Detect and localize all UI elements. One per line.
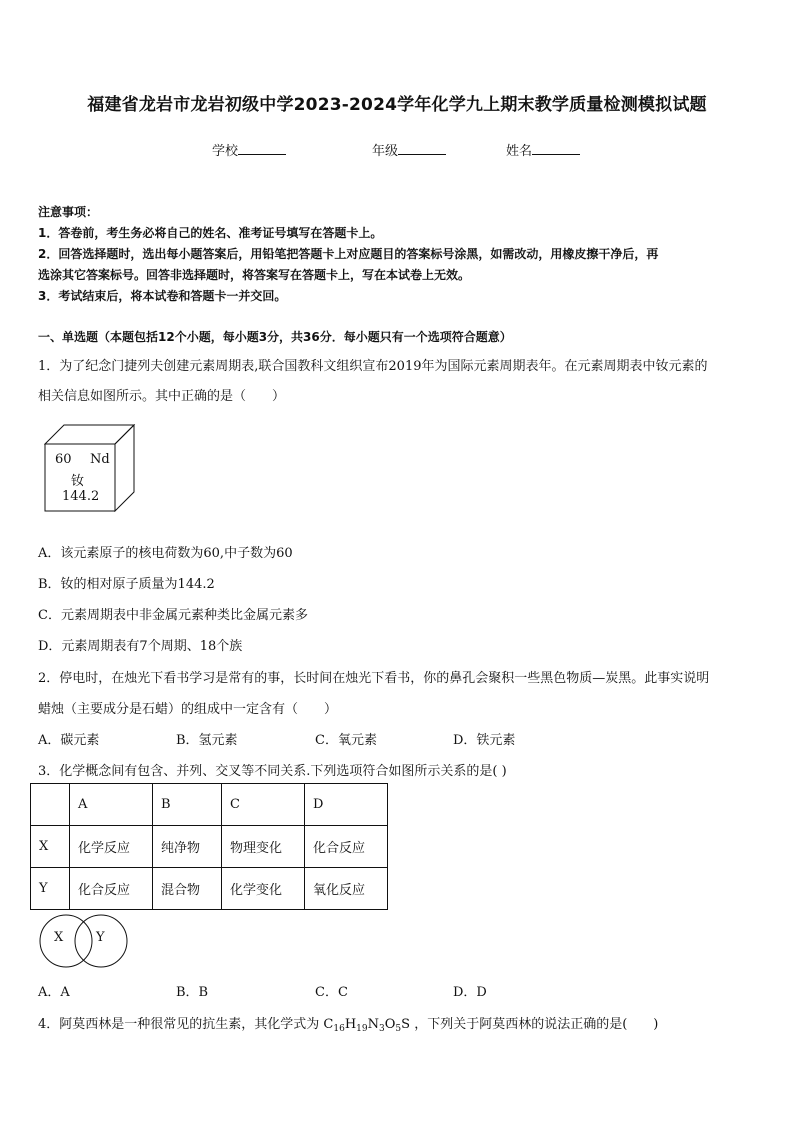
- notice-item: 1．答卷前，考生务必将自己的姓名、准考证号填写在答题卡上。: [38, 226, 383, 240]
- grade-field[interactable]: [372, 140, 446, 159]
- table-cell: B: [153, 784, 222, 826]
- q2-option-c[interactable]: C．氧元素: [315, 733, 377, 748]
- element-symbol: Nd: [90, 452, 110, 467]
- chemical-formula: $C_{16}H_{19}N_3O_5S$: [323, 1017, 411, 1034]
- table-cell: 纯净物: [153, 826, 222, 868]
- name-label: 姓名: [506, 144, 533, 159]
- table-cell: X: [31, 826, 70, 868]
- q4-suffix: ，下列关于阿莫西林的说法正确的是( ): [414, 1017, 659, 1032]
- q2-option-a[interactable]: A．碳元素: [38, 733, 100, 748]
- notice-heading: 注意事项：: [38, 205, 99, 219]
- school-field[interactable]: [212, 140, 286, 159]
- table-cell: 混合物: [153, 868, 222, 910]
- table-row: [31, 868, 388, 910]
- section-heading: 一、单选题（本题包括12个小题，每小题3分，共36分．每小题只有一个选项符合题意）: [38, 330, 512, 344]
- q2-option-b[interactable]: B．氢元素: [176, 733, 238, 748]
- q1-stem-cont: 相关信息如图所示。其中正确的是（ ）: [38, 389, 286, 404]
- table-cell: 物理变化: [222, 826, 305, 868]
- venn-diagram: [38, 913, 130, 969]
- table-row: [31, 826, 388, 868]
- q1-option-d[interactable]: D．元素周期表有7个周期、18个族: [38, 639, 243, 654]
- q1-option-a[interactable]: A．该元素原子的核电荷数为60,中子数为60: [38, 546, 293, 561]
- table-cell: 化学变化: [222, 868, 305, 910]
- q1-stem: 1．为了纪念门捷列夫创建元素周期表,联合国教科文组织宣布2019年为国际元素周期表年。在元素周期表中钕元素的: [38, 359, 708, 374]
- notice-item: 选涂其它答案标号。回答非选择题时，将答案写在答题卡上，写在本试卷上无效。: [38, 268, 471, 282]
- atomic-number: 60: [55, 452, 72, 467]
- notice-item: 3．考试结束后，将本试卷和答题卡一并交回。: [38, 289, 287, 303]
- table-cell: 化学反应: [70, 826, 153, 868]
- q3-option-b[interactable]: B．B: [176, 985, 209, 1000]
- table-cell: 氧化反应: [305, 868, 388, 910]
- q2-option-d[interactable]: D．铁元素: [453, 733, 516, 748]
- q1-option-c[interactable]: C．元素周期表中非金属元素种类比金属元素多: [38, 608, 308, 623]
- table-cell: A: [70, 784, 153, 826]
- atomic-mass: 144.2: [62, 489, 100, 504]
- q3-option-c[interactable]: C．C: [315, 985, 348, 1000]
- school-label: 学校: [212, 144, 239, 159]
- q3-option-d[interactable]: D．D: [453, 985, 487, 1000]
- table-row: [31, 784, 388, 826]
- element-name: 钕: [71, 474, 85, 489]
- table-cell: D: [305, 784, 388, 826]
- q2-stem: 2．停电时，在烛光下看书学习是常有的事，长时间在烛光下看书，你的鼻孔会聚积一些黑色物质—炭黑。此事实说明: [38, 671, 710, 686]
- venn-label-y: Y: [96, 930, 105, 945]
- q3-option-a[interactable]: A．A: [38, 985, 70, 1000]
- venn-label-x: X: [54, 930, 64, 945]
- page-title: 福建省龙岩市龙岩初级中学2023-2024学年化学九上期末教学质量检测模拟试题: [87, 95, 707, 115]
- q2-stem-cont: 蜡烛（主要成分是石蜡）的组成中一定含有（ ）: [38, 702, 338, 717]
- table-cell: Y: [31, 868, 70, 910]
- venn-circle-x: [40, 915, 92, 967]
- table-cell: [31, 784, 70, 826]
- q4-prefix: 4．阿莫西林是一种很常见的抗生素，其化学式为: [38, 1017, 320, 1032]
- grade-label: 年级: [372, 144, 399, 159]
- name-field[interactable]: [506, 140, 580, 159]
- table-cell: 化合反应: [305, 826, 388, 868]
- table-cell: 化合反应: [70, 868, 153, 910]
- q4-stem: [38, 1013, 658, 1034]
- q3-stem: 3．化学概念间有包含、并列、交叉等不同关系.下列选项符合如图所示关系的是( ): [38, 764, 507, 779]
- table-cell: C: [222, 784, 305, 826]
- q1-option-b[interactable]: B．钕的相对原子质量为144.2: [38, 577, 215, 592]
- notice-item: 2．回答选择题时，选出每小题答案后，用铅笔把答题卡上对应题目的答案标号涂黑，如需改动，用橡皮擦干净后，再: [38, 247, 659, 261]
- q3-table: [30, 783, 388, 910]
